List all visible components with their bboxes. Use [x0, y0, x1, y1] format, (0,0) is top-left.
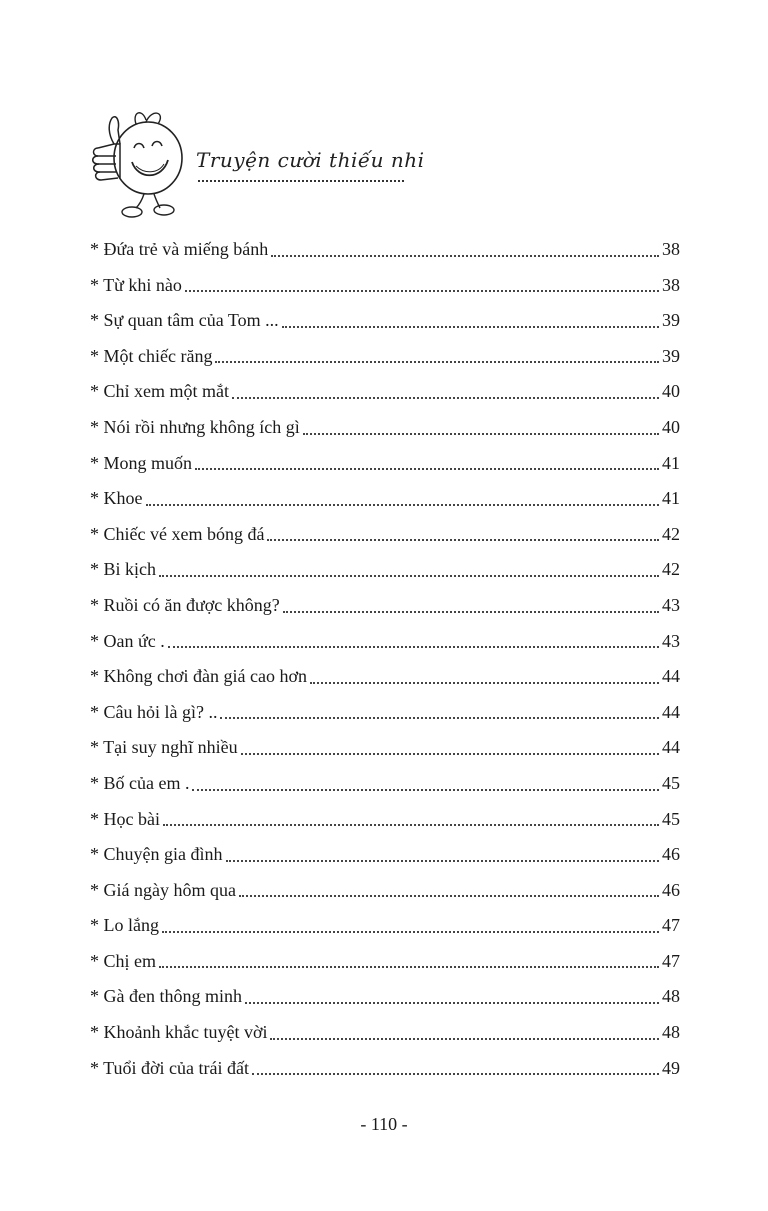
dot-leader [168, 646, 659, 648]
dot-leader [185, 290, 659, 292]
toc-entry-title: * Chiếc vé xem bóng đá [90, 523, 265, 544]
toc-entry[interactable] [90, 552, 680, 588]
toc-entry-page: 49 [662, 1057, 680, 1078]
toc-entry-page: 48 [662, 986, 680, 1007]
toc-entry[interactable] [90, 303, 680, 339]
toc-entry[interactable] [90, 339, 680, 375]
toc-entry[interactable] [90, 446, 680, 482]
toc-entry[interactable] [90, 374, 680, 410]
toc-entry[interactable] [90, 979, 680, 1015]
dot-leader [226, 860, 660, 862]
toc-entry[interactable] [90, 766, 680, 802]
dot-leader [232, 397, 659, 399]
toc-entry[interactable] [90, 410, 680, 446]
toc-entry[interactable] [90, 517, 680, 553]
toc-entry-page: 47 [662, 950, 680, 971]
smiley-thumbs-up-icon [86, 104, 196, 222]
toc-entry[interactable] [90, 268, 680, 304]
dot-leader [267, 539, 659, 541]
toc-entry-title: * Nói rồi nhưng không ích gì [90, 416, 300, 437]
dot-leader [146, 504, 660, 506]
toc-entry-title: * Câu hỏi là gì? .. [90, 701, 218, 722]
page-header [86, 104, 425, 222]
dot-leader [252, 1073, 659, 1075]
toc-entry[interactable] [90, 837, 680, 873]
toc-entry-title: * Tại suy nghĩ nhiều [90, 737, 238, 758]
toc-entry-title: * Chuyện gia đình [90, 844, 223, 865]
toc-entry-page: 48 [662, 1022, 680, 1043]
toc-entry-title: * Từ khi nào [90, 274, 182, 295]
toc-entry[interactable] [90, 481, 680, 517]
toc-entry-title: * Oan ức . [90, 630, 165, 651]
toc-entry-page: 44 [662, 737, 680, 758]
toc-entry-page: 44 [662, 666, 680, 687]
dot-leader [215, 361, 659, 363]
dot-leader [241, 753, 659, 755]
toc-entry-page: 47 [662, 915, 680, 936]
toc-entry-title: * Một chiếc răng [90, 345, 213, 366]
page-number: - 110 - [360, 1114, 408, 1134]
toc-entry-page: 44 [662, 701, 680, 722]
dot-leader [271, 255, 659, 257]
toc-entry-page: 40 [662, 416, 680, 437]
title-dotted-underline [198, 180, 404, 182]
toc-entry-page: 38 [662, 274, 680, 295]
toc-entry[interactable] [90, 232, 680, 268]
dot-leader [310, 682, 659, 684]
toc-entry[interactable] [90, 908, 680, 944]
toc-entry[interactable] [90, 802, 680, 838]
dot-leader [239, 895, 659, 897]
dot-leader [220, 717, 659, 719]
toc-entry[interactable] [90, 659, 680, 695]
dot-leader [283, 611, 659, 613]
toc-entry-title: * Chỉ xem một mắt [90, 381, 229, 402]
dot-leader [192, 789, 659, 791]
toc-entry-title: * Khoe [90, 488, 143, 509]
toc-entry-page: 38 [662, 239, 680, 259]
toc-entry-title: * Không chơi đàn giá cao hơn [90, 666, 307, 687]
dot-leader [282, 326, 659, 328]
toc-entry[interactable] [90, 588, 680, 624]
toc-entry[interactable] [90, 695, 680, 731]
table-of-contents [90, 232, 680, 1086]
toc-entry-page: 46 [662, 879, 680, 900]
toc-entry-title: * Mong muốn [90, 452, 193, 473]
toc-entry-page: 42 [662, 559, 680, 580]
book-series-title: Truyện cười thiếu nhi [196, 148, 425, 172]
toc-entry-title: * Bi kịch [90, 559, 156, 580]
toc-entry-title: * Giá ngày hôm qua [90, 879, 236, 900]
toc-entry-page: 43 [662, 594, 680, 615]
toc-entry-title: * Đứa trẻ và miếng bánh [90, 239, 269, 259]
toc-entry-page: 45 [662, 808, 680, 829]
toc-entry-page: 39 [662, 310, 680, 331]
toc-entry[interactable] [90, 873, 680, 909]
toc-entry-title: * Ruồi có ăn được không? [90, 594, 280, 615]
toc-entry-title: * Tuổi đời của trái đất [90, 1057, 250, 1078]
toc-entry[interactable] [90, 730, 680, 766]
dot-leader [303, 433, 659, 435]
toc-entry-title: * Lo lắng [90, 915, 159, 936]
toc-entry[interactable] [90, 1051, 680, 1087]
toc-entry-page: 46 [662, 844, 680, 865]
toc-entry-page: 40 [662, 381, 680, 402]
toc-entry[interactable] [90, 624, 680, 660]
dot-leader [195, 468, 659, 470]
dot-leader [245, 1002, 659, 1004]
toc-entry-title: * Bố của em . [90, 772, 190, 793]
toc-entry-title: * Khoảnh khắc tuyệt vời [90, 1022, 268, 1043]
dot-leader [270, 1038, 659, 1040]
toc-entry-title: * Học bài [90, 808, 160, 829]
dot-leader [162, 931, 659, 933]
toc-entry-page: 41 [662, 452, 680, 473]
toc-entry-page: 45 [662, 772, 680, 793]
toc-entry-title: * Gà đen thông minh [90, 986, 242, 1007]
toc-entry-page: 39 [662, 345, 680, 366]
toc-entry-title: * Sự quan tâm của Tom ... [90, 310, 279, 331]
toc-entry-title: * Chị em [90, 950, 156, 971]
dot-leader [159, 966, 659, 968]
dot-leader [159, 575, 659, 577]
dot-leader [163, 824, 659, 826]
toc-entry[interactable] [90, 944, 680, 980]
toc-entry-page: 41 [662, 488, 680, 509]
toc-entry-page: 43 [662, 630, 680, 651]
toc-entry[interactable] [90, 1015, 680, 1051]
toc-entry-page: 42 [662, 523, 680, 544]
